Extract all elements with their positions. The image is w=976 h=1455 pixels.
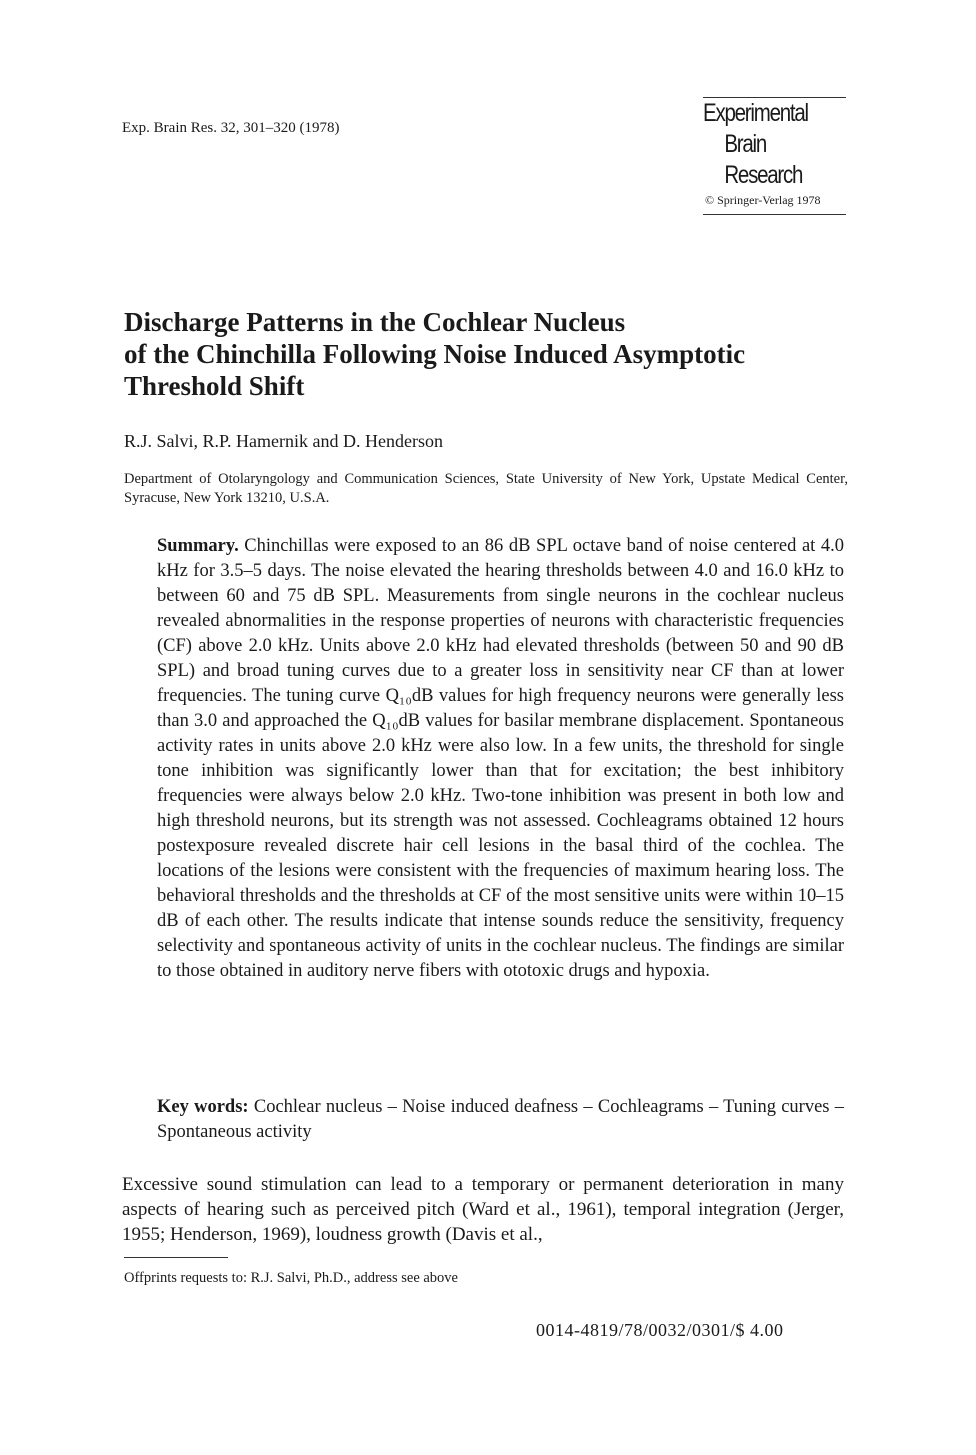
copyright-notice: © Springer-Verlag 1978	[705, 193, 821, 207]
price-code: 0014-4819/78/0032/0301/$ 4.00	[536, 1320, 784, 1340]
journal-bottom-rule	[703, 214, 846, 215]
article-title	[124, 306, 864, 402]
title-line-1: Discharge Patterns in the Cochlear Nucleus	[124, 307, 626, 337]
keywords-text: Cochlear nucleus – Noise induced deafness – Cochleagrams – Tuning curves – Spontaneous activity	[157, 1097, 845, 1142]
journal-name-line-2: Brain	[724, 130, 767, 158]
author-affiliation: Department of Otolaryngology and Communication Sciences, State University of New York, Upstate Medical Center, Syracuse, New York 13210, U.S.A.	[124, 471, 848, 506]
title-line-2: of the Chinchilla Following Noise Induced Asymptotic	[124, 339, 746, 369]
author-list: R.J. Salvi, R.P. Hamernik and D. Henderson	[124, 431, 443, 451]
summary-text: Chinchillas were exposed to an 86 dB SPL octave band of noise centered at 4.0 kHz for 3.5–5 days. The noise elevated the hearing thresholds between 4.0 and 16.0 kHz to between 60 and 75 dB SPL. Measurements from single neurons in the cochlear nucleus revealed abnormalities in the response properties of neurons with characteristic frequencies (CF) above 2.0 kHz. Units above 2.0 kHz had elevated thresholds (between 50 and 90 dB SPL) and broad tuning curves due to a greater loss in sensitivity near CF than at lower frequencies. The tuning curve Q₁₀dB values for high frequency neurons were generally less than 3.0 and approached the Q₁₀dB values for basilar membrane displacement. Spontaneous activity rates in units above 2.0 kHz were also low. In a few units, the threshold for single tone inhibition was significantly lower than that for excitation; the best inhibitory frequencies were always below 2.0 kHz. Two-tone inhibition was present in both low and high threshold neurons, but its strength was not assessed. Cochleagrams obtained 12 hours postexposure revealed discrete hair cell lesions in the basal third of the cochlea. The locations of the lesions were consistent with the frequencies of maximum hearing loss. The behavioral thresholds and the thresholds at CF of the most sensitive units were within 10–15 dB of each other. The results indicate that intense sounds reduce the sensitivity, frequency selectivity and spontaneous activity of units in the cochlear nucleus. The findings are similar to those obtained in auditory nerve fibers with ototoxic drugs and hypoxia.	[157, 536, 845, 981]
keywords-section	[157, 1095, 844, 1145]
footnote: Offprints requests to: R.J. Salvi, Ph.D., address see above	[124, 1270, 458, 1286]
journal-name-line-3: Research	[724, 161, 803, 189]
footnote-rule	[124, 1257, 228, 1258]
journal-logo-block	[703, 97, 846, 215]
abstract-summary	[157, 534, 844, 984]
journal-name-line-1: Experimental	[703, 99, 808, 127]
body-paragraph: Excessive sound stimulation can lead to a temporary or permanent deterioration in many aspects of hearing such as perceived pitch (Ward et al., 1961), temporal integration (Jerger, 1955; Henderson, 1969), loudness growth (Davis et al.,	[122, 1174, 844, 1245]
journal-citation: Exp. Brain Res. 32, 301–320 (1978)	[122, 120, 340, 136]
title-line-3: Threshold Shift	[124, 371, 305, 401]
keywords-label: Key words:	[157, 1097, 249, 1117]
summary-label: Summary.	[157, 536, 239, 556]
